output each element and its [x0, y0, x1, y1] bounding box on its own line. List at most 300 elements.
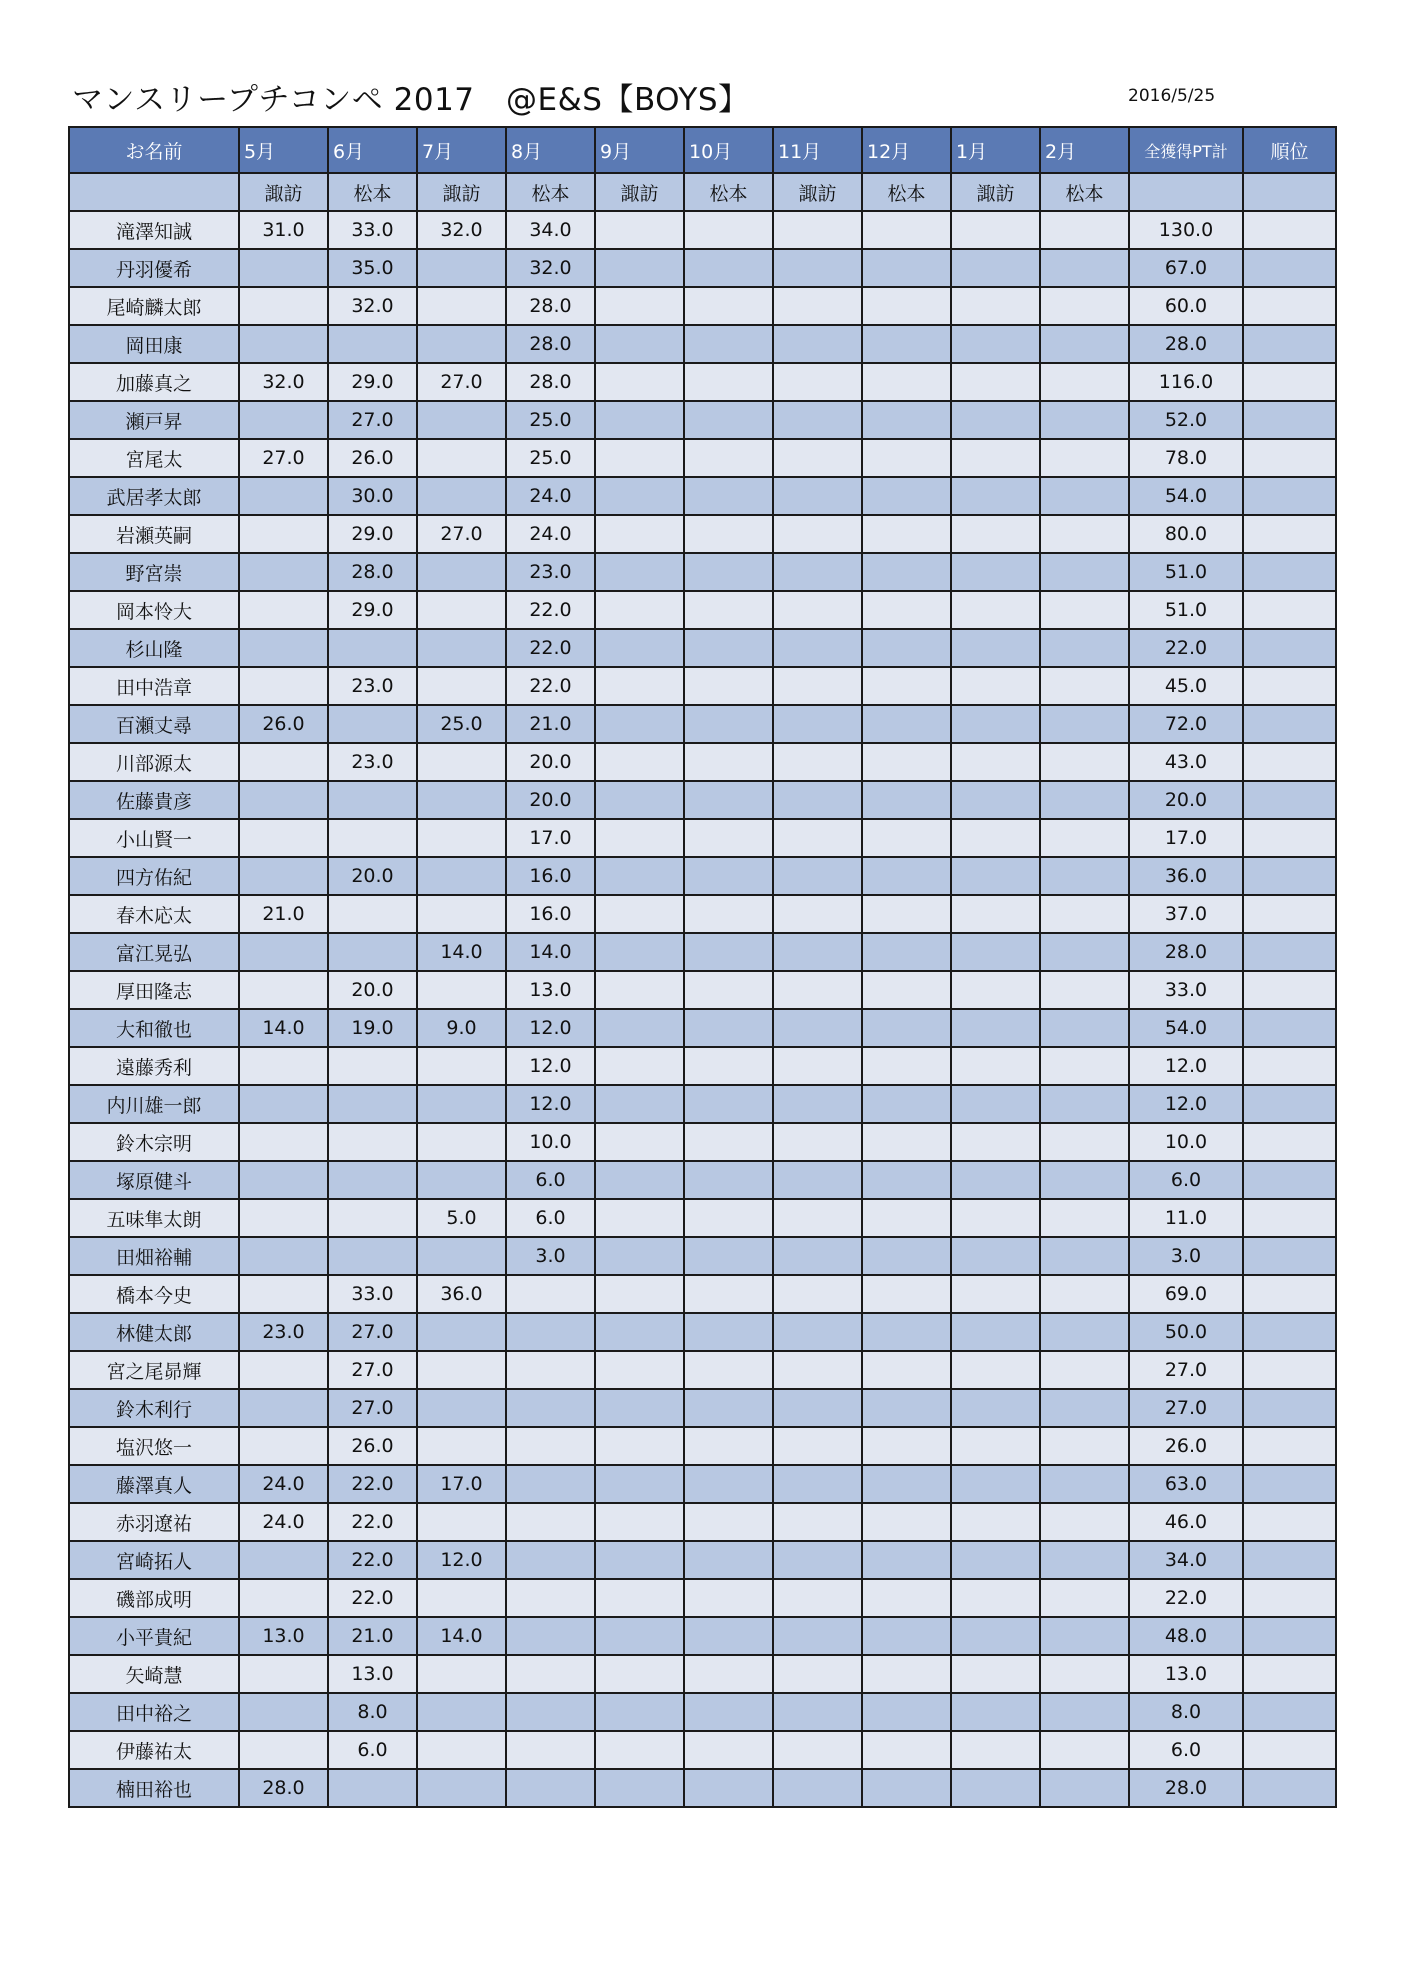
total-cell: 67.0 [1129, 249, 1243, 287]
document-date: 2016/5/25 [1128, 86, 1216, 106]
score-cell [417, 439, 506, 477]
score-cell [773, 1351, 862, 1389]
total-cell: 54.0 [1129, 1009, 1243, 1047]
score-cell [1040, 1617, 1129, 1655]
score-cell [595, 325, 684, 363]
total-cell: 36.0 [1129, 857, 1243, 895]
score-cell [684, 819, 773, 857]
score-cell [595, 401, 684, 439]
score-cell [595, 1009, 684, 1047]
score-cell [1040, 477, 1129, 515]
score-cell [328, 819, 417, 857]
score-cell [773, 1161, 862, 1199]
score-cell [773, 515, 862, 553]
score-cell [773, 971, 862, 1009]
score-cell [239, 1731, 328, 1769]
score-cell [951, 1351, 1040, 1389]
score-cell [951, 781, 1040, 819]
score-cell [773, 1427, 862, 1465]
total-column-header: 全獲得PT計 [1129, 127, 1243, 173]
score-cell [595, 1541, 684, 1579]
total-cell: 8.0 [1129, 1693, 1243, 1731]
score-cell: 12.0 [417, 1541, 506, 1579]
total-cell: 78.0 [1129, 439, 1243, 477]
score-cell: 25.0 [506, 401, 595, 439]
player-name-cell: 塚原健斗 [69, 1161, 239, 1199]
score-cell [239, 1199, 328, 1237]
score-cell [595, 667, 684, 705]
score-cell [595, 249, 684, 287]
score-cell [684, 1313, 773, 1351]
score-cell [595, 781, 684, 819]
score-cell [239, 781, 328, 819]
score-cell [506, 1769, 595, 1807]
total-cell: 80.0 [1129, 515, 1243, 553]
score-cell [417, 553, 506, 591]
total-cell: 20.0 [1129, 781, 1243, 819]
player-name-cell: 武居孝太郎 [69, 477, 239, 515]
score-cell [951, 933, 1040, 971]
score-cell [773, 1693, 862, 1731]
rank-cell [1243, 1313, 1336, 1351]
score-cell: 12.0 [506, 1009, 595, 1047]
score-cell [951, 1313, 1040, 1351]
rank-cell [1243, 1427, 1336, 1465]
rank-cell [1243, 971, 1336, 1009]
player-name-cell: 丹羽優希 [69, 249, 239, 287]
total-cell: 48.0 [1129, 1617, 1243, 1655]
score-cell [951, 1199, 1040, 1237]
score-cell [595, 705, 684, 743]
total-cell: 22.0 [1129, 1579, 1243, 1617]
score-cell [773, 401, 862, 439]
score-cell [417, 1769, 506, 1807]
score-cell [684, 1085, 773, 1123]
score-cell [951, 325, 1040, 363]
score-cell [1040, 1199, 1129, 1237]
score-cell [684, 667, 773, 705]
rank-cell [1243, 1389, 1336, 1427]
score-cell [506, 1351, 595, 1389]
total-cell: 63.0 [1129, 1465, 1243, 1503]
score-cell [506, 1389, 595, 1427]
rank-cell [1243, 1161, 1336, 1199]
score-cell [417, 1047, 506, 1085]
score-cell [328, 1161, 417, 1199]
table-row [69, 1655, 1336, 1693]
score-cell [417, 1351, 506, 1389]
rank-cell [1243, 743, 1336, 781]
score-cell: 32.0 [239, 363, 328, 401]
score-cell [595, 1085, 684, 1123]
score-cell: 16.0 [506, 857, 595, 895]
score-cell [862, 249, 951, 287]
player-name-cell: 藤澤真人 [69, 1465, 239, 1503]
score-cell [328, 1047, 417, 1085]
score-cell: 8.0 [328, 1693, 417, 1731]
score-cell: 22.0 [506, 629, 595, 667]
score-cell [862, 1693, 951, 1731]
score-cell [595, 1693, 684, 1731]
score-cell [773, 1047, 862, 1085]
player-name-cell: 楠田裕也 [69, 1769, 239, 1807]
score-cell [506, 1503, 595, 1541]
score-cell [595, 1579, 684, 1617]
total-cell: 43.0 [1129, 743, 1243, 781]
score-cell [595, 1237, 684, 1275]
score-cell [1040, 1351, 1129, 1389]
score-cell [773, 1009, 862, 1047]
score-cell [684, 1731, 773, 1769]
player-name-cell: 鈴木宗明 [69, 1123, 239, 1161]
score-cell [595, 933, 684, 971]
player-name-cell: 磯部成明 [69, 1579, 239, 1617]
table-row [69, 1731, 1336, 1769]
score-cell [417, 667, 506, 705]
score-cell: 36.0 [417, 1275, 506, 1313]
score-cell: 21.0 [328, 1617, 417, 1655]
score-cell [417, 1389, 506, 1427]
score-cell [862, 857, 951, 895]
table-row [69, 249, 1336, 287]
score-cell: 33.0 [328, 1275, 417, 1313]
rank-cell [1243, 629, 1336, 667]
table-row [69, 591, 1336, 629]
score-cell [684, 1693, 773, 1731]
score-cell [1040, 1389, 1129, 1427]
score-cell [1040, 1465, 1129, 1503]
score-cell [951, 211, 1040, 249]
table-row [69, 743, 1336, 781]
score-cell [862, 1237, 951, 1275]
table-row [69, 1579, 1336, 1617]
score-cell [773, 1199, 862, 1237]
rank-cell [1243, 1047, 1336, 1085]
score-cell: 29.0 [328, 363, 417, 401]
score-cell: 13.0 [328, 1655, 417, 1693]
score-cell [773, 1085, 862, 1123]
score-cell: 26.0 [328, 1427, 417, 1465]
score-cell [862, 363, 951, 401]
score-cell [951, 401, 1040, 439]
score-cell: 35.0 [328, 249, 417, 287]
table-row [69, 515, 1336, 553]
score-cell [951, 477, 1040, 515]
score-cell [1040, 1085, 1129, 1123]
score-cell: 28.0 [328, 553, 417, 591]
rank-cell [1243, 591, 1336, 629]
rank-cell [1243, 439, 1336, 477]
table-row [69, 1351, 1336, 1389]
score-cell [951, 857, 1040, 895]
player-name-cell: 四方佑紀 [69, 857, 239, 895]
total-cell: 37.0 [1129, 895, 1243, 933]
score-cell: 27.0 [417, 363, 506, 401]
score-cell [417, 1427, 506, 1465]
score-cell [862, 1731, 951, 1769]
score-cell [684, 781, 773, 819]
score-cell [862, 1389, 951, 1427]
score-cell: 24.0 [239, 1465, 328, 1503]
score-cell [862, 325, 951, 363]
table-row [69, 1389, 1336, 1427]
score-cell [328, 705, 417, 743]
score-cell [684, 971, 773, 1009]
player-name-cell: 富江晃弘 [69, 933, 239, 971]
score-cell [773, 287, 862, 325]
table-row [69, 1427, 1336, 1465]
score-cell [684, 1047, 773, 1085]
score-cell [1040, 705, 1129, 743]
score-cell [239, 933, 328, 971]
score-cell [951, 439, 1040, 477]
table-row [69, 1237, 1336, 1275]
venue-header: 諏訪 [239, 173, 328, 211]
total-cell: 116.0 [1129, 363, 1243, 401]
score-cell: 22.0 [506, 591, 595, 629]
score-cell [773, 1237, 862, 1275]
score-cell [773, 477, 862, 515]
score-cell [595, 1047, 684, 1085]
score-cell [862, 1313, 951, 1351]
score-cell [773, 895, 862, 933]
score-cell: 33.0 [328, 211, 417, 249]
page-title: マンスリープチコンペ 2017 @E&S【BOYS】 [72, 82, 750, 118]
score-cell [684, 1275, 773, 1313]
score-cell: 23.0 [239, 1313, 328, 1351]
score-cell: 9.0 [417, 1009, 506, 1047]
score-cell [862, 933, 951, 971]
player-name-cell: 遠藤秀利 [69, 1047, 239, 1085]
total-cell: 60.0 [1129, 287, 1243, 325]
score-cell [773, 591, 862, 629]
score-cell [773, 325, 862, 363]
score-cell [773, 249, 862, 287]
score-cell [417, 401, 506, 439]
score-cell [773, 1275, 862, 1313]
month-header: 10月 [684, 127, 773, 173]
total-cell: 28.0 [1129, 325, 1243, 363]
player-name-cell: 岩瀬英嗣 [69, 515, 239, 553]
player-name-cell: 佐藤貴彦 [69, 781, 239, 819]
score-cell [1040, 781, 1129, 819]
score-cell [417, 1237, 506, 1275]
score-cell [239, 1123, 328, 1161]
score-cell [684, 1503, 773, 1541]
rank-cell [1243, 933, 1336, 971]
score-cell: 28.0 [506, 325, 595, 363]
score-cell [951, 1427, 1040, 1465]
score-cell [239, 249, 328, 287]
score-cell [595, 1769, 684, 1807]
total-cell: 3.0 [1129, 1237, 1243, 1275]
player-name-cell: 宮崎拓人 [69, 1541, 239, 1579]
score-cell: 29.0 [328, 515, 417, 553]
table-row [69, 553, 1336, 591]
player-name-cell: 杉山隆 [69, 629, 239, 667]
table-row [69, 933, 1336, 971]
table-row [69, 1199, 1336, 1237]
month-header: 2月 [1040, 127, 1129, 173]
score-cell [862, 1503, 951, 1541]
score-cell [773, 743, 862, 781]
score-cell [1040, 895, 1129, 933]
score-cell [239, 1541, 328, 1579]
score-cell [239, 971, 328, 1009]
score-cell [239, 1427, 328, 1465]
score-cell [506, 1465, 595, 1503]
table-row [69, 1465, 1336, 1503]
player-name-cell: 厚田隆志 [69, 971, 239, 1009]
rank-cell [1243, 1731, 1336, 1769]
score-cell [1040, 1427, 1129, 1465]
score-cell [862, 667, 951, 705]
score-cell [773, 363, 862, 401]
score-cell: 32.0 [506, 249, 595, 287]
score-cell [951, 1161, 1040, 1199]
venue-header: 諏訪 [773, 173, 862, 211]
score-cell [862, 1655, 951, 1693]
score-cell [773, 781, 862, 819]
total-cell: 33.0 [1129, 971, 1243, 1009]
player-name-cell: 野宮崇 [69, 553, 239, 591]
score-cell [684, 1465, 773, 1503]
score-cell: 27.0 [328, 1389, 417, 1427]
score-cell [773, 1731, 862, 1769]
score-cell [239, 1693, 328, 1731]
total-cell: 50.0 [1129, 1313, 1243, 1351]
score-cell: 26.0 [239, 705, 328, 743]
score-cell [773, 1313, 862, 1351]
total-cell: 12.0 [1129, 1085, 1243, 1123]
table-row [69, 895, 1336, 933]
score-cell [862, 1769, 951, 1807]
score-cell [239, 857, 328, 895]
score-cell [1040, 819, 1129, 857]
table-row [69, 1313, 1336, 1351]
score-cell [684, 1351, 773, 1389]
total-cell: 12.0 [1129, 1047, 1243, 1085]
score-cell: 14.0 [417, 933, 506, 971]
player-name-cell: 田畑裕輔 [69, 1237, 239, 1275]
player-name-cell: 川部源太 [69, 743, 239, 781]
score-cell [862, 211, 951, 249]
player-name-cell: 伊藤祐太 [69, 1731, 239, 1769]
score-cell [862, 1351, 951, 1389]
score-cell: 23.0 [506, 553, 595, 591]
score-cell [1040, 1009, 1129, 1047]
score-cell [417, 1085, 506, 1123]
score-cell [239, 1579, 328, 1617]
score-cell: 24.0 [239, 1503, 328, 1541]
score-cell [773, 1465, 862, 1503]
score-cell [951, 1123, 1040, 1161]
score-cell [1040, 249, 1129, 287]
player-name-cell: 春木応太 [69, 895, 239, 933]
score-cell [862, 971, 951, 1009]
player-name-cell: 矢崎慧 [69, 1655, 239, 1693]
score-cell [773, 1541, 862, 1579]
table-row [69, 1541, 1336, 1579]
score-cell: 20.0 [506, 743, 595, 781]
score-cell [684, 933, 773, 971]
score-cell [506, 1655, 595, 1693]
venue-header-row [69, 173, 1336, 211]
score-cell: 21.0 [239, 895, 328, 933]
score-cell [1040, 401, 1129, 439]
score-cell: 22.0 [328, 1541, 417, 1579]
score-cell: 28.0 [239, 1769, 328, 1807]
score-cell [417, 895, 506, 933]
score-cell [1040, 1161, 1129, 1199]
player-name-cell: 加藤真之 [69, 363, 239, 401]
score-cell [417, 1123, 506, 1161]
rank-cell [1243, 1655, 1336, 1693]
total-cell: 6.0 [1129, 1161, 1243, 1199]
score-cell [684, 705, 773, 743]
table-row [69, 363, 1336, 401]
score-cell [417, 629, 506, 667]
score-cell: 23.0 [328, 667, 417, 705]
score-cell [239, 1389, 328, 1427]
score-cell [951, 1541, 1040, 1579]
score-cell [1040, 1275, 1129, 1313]
total-cell: 46.0 [1129, 1503, 1243, 1541]
rank-cell [1243, 1275, 1336, 1313]
score-cell: 30.0 [328, 477, 417, 515]
total-cell: 51.0 [1129, 591, 1243, 629]
rank-cell [1243, 705, 1336, 743]
player-name-cell: 塩沢悠一 [69, 1427, 239, 1465]
total-cell: 34.0 [1129, 1541, 1243, 1579]
score-cell: 34.0 [506, 211, 595, 249]
score-cell [684, 743, 773, 781]
score-cell [684, 515, 773, 553]
score-cell [239, 667, 328, 705]
score-cell [595, 1655, 684, 1693]
month-header: 7月 [417, 127, 506, 173]
rank-cell [1243, 477, 1336, 515]
score-cell [595, 1465, 684, 1503]
score-cell: 17.0 [417, 1465, 506, 1503]
score-cell [595, 1731, 684, 1769]
month-header: 5月 [239, 127, 328, 173]
score-cell [239, 629, 328, 667]
score-cell [684, 1123, 773, 1161]
month-header: 12月 [862, 127, 951, 173]
score-cell [595, 1427, 684, 1465]
table-row [69, 1161, 1336, 1199]
score-cell [595, 211, 684, 249]
score-cell [951, 287, 1040, 325]
rank-cell [1243, 1009, 1336, 1047]
score-cell [1040, 933, 1129, 971]
score-cell [773, 1389, 862, 1427]
score-cell [862, 1427, 951, 1465]
score-cell: 6.0 [506, 1199, 595, 1237]
score-cell [595, 439, 684, 477]
rank-cell [1243, 1617, 1336, 1655]
score-cell: 16.0 [506, 895, 595, 933]
score-cell [328, 1085, 417, 1123]
score-cell [595, 857, 684, 895]
player-name-cell: 小山賢一 [69, 819, 239, 857]
total-cell: 10.0 [1129, 1123, 1243, 1161]
score-cell [773, 819, 862, 857]
table-row [69, 819, 1336, 857]
table-row [69, 287, 1336, 325]
score-cell [506, 1617, 595, 1655]
